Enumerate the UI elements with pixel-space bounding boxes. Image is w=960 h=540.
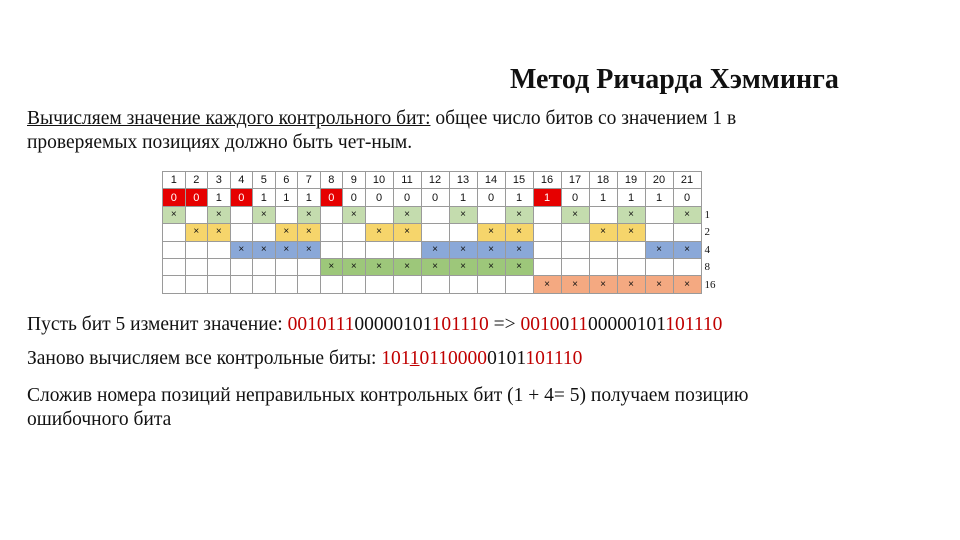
hamming-table — [162, 171, 730, 294]
check-cell — [275, 258, 298, 275]
check-cell — [645, 258, 673, 275]
check-mark: × — [477, 258, 505, 275]
check-cell — [275, 276, 298, 293]
seq2-part: 00000101 — [588, 314, 666, 335]
check-mark: × — [343, 258, 366, 275]
position-cell: 9 — [343, 172, 366, 189]
check-cell — [477, 206, 505, 223]
check-cell — [253, 258, 276, 275]
check-cell — [533, 224, 561, 241]
position-cell: 10 — [365, 172, 393, 189]
check-cell — [393, 276, 421, 293]
bit-cell: 1 — [298, 189, 321, 206]
bit-cell: 1 — [253, 189, 276, 206]
check-mark: × — [477, 241, 505, 258]
bit-cell: 1 — [208, 189, 231, 206]
check-cell — [230, 206, 253, 223]
check-mark: × — [185, 224, 208, 241]
control-bit-label: 16 — [704, 278, 716, 291]
position-cell: 5 — [253, 172, 276, 189]
check-cell — [533, 258, 561, 275]
seq2-part: 11 — [569, 314, 589, 335]
check-mark: × — [320, 258, 343, 275]
check-cell — [320, 276, 343, 293]
check-mark: × — [298, 224, 321, 241]
check-mark: × — [673, 276, 701, 293]
check-mark: × — [393, 258, 421, 275]
check-cell — [163, 224, 186, 241]
check-cell — [533, 206, 561, 223]
check-cell — [185, 241, 208, 258]
check-cell — [449, 224, 477, 241]
check-cell — [645, 224, 673, 241]
bit-cell: 0 — [477, 189, 505, 206]
control-row — [163, 224, 730, 241]
check-cell — [365, 241, 393, 258]
bit-change-prefix: Пусть бит 5 изменит значение: — [27, 314, 288, 335]
check-cell — [343, 276, 366, 293]
bit-cell: 0 — [320, 189, 343, 206]
check-cell — [421, 224, 449, 241]
position-cell: 13 — [449, 172, 477, 189]
check-mark: × — [275, 224, 298, 241]
intro-rest: общее число битов со значением 1 в — [430, 108, 737, 129]
control-row — [163, 276, 730, 293]
bit-cell: 0 — [673, 189, 701, 206]
check-cell — [589, 241, 617, 258]
position-cell: 1 — [163, 172, 186, 189]
check-cell — [449, 276, 477, 293]
check-cell — [230, 224, 253, 241]
seq1-part: 0010111 — [287, 314, 355, 335]
check-mark: × — [421, 241, 449, 258]
check-cell — [185, 276, 208, 293]
check-mark: × — [298, 241, 321, 258]
seq2-part: 0010 — [520, 314, 560, 335]
intro-line2: проверяемых позициях должно быть чет-ным. — [27, 132, 413, 153]
check-mark: × — [505, 241, 533, 258]
check-mark: × — [343, 206, 366, 223]
check-cell — [589, 258, 617, 275]
check-cell — [230, 276, 253, 293]
check-mark: × — [561, 276, 589, 293]
check-cell — [561, 224, 589, 241]
check-cell — [343, 241, 366, 258]
check-cell — [185, 206, 208, 223]
check-cell — [343, 224, 366, 241]
check-mark: × — [617, 224, 645, 241]
check-cell — [275, 206, 298, 223]
recalc-seq-part: 1 — [409, 348, 420, 369]
check-cell — [163, 258, 186, 275]
bit-cell: 0 — [343, 189, 366, 206]
check-cell — [230, 258, 253, 275]
check-mark: × — [589, 224, 617, 241]
check-mark: × — [393, 206, 421, 223]
bit-cell: 1 — [505, 189, 533, 206]
check-cell — [320, 206, 343, 223]
control-bit-label: 2 — [704, 226, 710, 239]
check-cell — [505, 276, 533, 293]
seq2-part: 101110 — [665, 314, 723, 335]
check-cell — [320, 241, 343, 258]
position-cell: 11 — [393, 172, 421, 189]
check-cell — [208, 276, 231, 293]
check-mark: × — [208, 206, 231, 223]
check-cell — [421, 206, 449, 223]
check-mark: × — [253, 241, 276, 258]
position-cell: 6 — [275, 172, 298, 189]
bit-cell: 1 — [645, 189, 673, 206]
check-cell — [533, 241, 561, 258]
check-mark: × — [673, 241, 701, 258]
position-cell: 19 — [617, 172, 645, 189]
check-cell — [163, 241, 186, 258]
position-cell: 18 — [589, 172, 617, 189]
check-cell — [477, 276, 505, 293]
check-mark: × — [673, 206, 701, 223]
check-cell — [617, 258, 645, 275]
check-cell — [365, 276, 393, 293]
check-cell — [673, 258, 701, 275]
position-cell: 3 — [208, 172, 231, 189]
page-title: Метод Ричарда Хэмминга — [510, 64, 839, 95]
check-mark: × — [561, 206, 589, 223]
conclusion-paragraph — [27, 384, 748, 432]
check-mark: × — [477, 224, 505, 241]
check-cell — [421, 276, 449, 293]
check-mark: × — [253, 206, 276, 223]
bit-change-line — [27, 313, 722, 337]
position-cell: 15 — [505, 172, 533, 189]
check-mark: × — [365, 258, 393, 275]
check-cell — [589, 206, 617, 223]
position-cell: 20 — [645, 172, 673, 189]
bit-cell: 1 — [275, 189, 298, 206]
check-mark: × — [589, 276, 617, 293]
bit-cell: 0 — [393, 189, 421, 206]
check-mark: × — [393, 224, 421, 241]
position-row — [163, 172, 730, 189]
position-cell: 4 — [230, 172, 253, 189]
check-cell — [561, 258, 589, 275]
check-mark: × — [298, 206, 321, 223]
seq2-part: 0 — [559, 314, 570, 335]
bit-row — [163, 189, 730, 206]
control-bit-label: 8 — [704, 261, 710, 274]
bit-cell: 0 — [230, 189, 253, 206]
seq1-part: 00000101 — [354, 314, 432, 335]
position-cell: 7 — [298, 172, 321, 189]
check-mark: × — [449, 258, 477, 275]
check-cell — [320, 224, 343, 241]
check-mark: × — [505, 258, 533, 275]
check-mark: × — [275, 241, 298, 258]
recalc-seq-part: 101110 — [525, 348, 583, 369]
check-cell — [298, 276, 321, 293]
check-mark: × — [449, 241, 477, 258]
position-cell: 21 — [673, 172, 701, 189]
check-mark: × — [421, 258, 449, 275]
check-mark: × — [645, 241, 673, 258]
bit-cell: 0 — [561, 189, 589, 206]
check-cell — [645, 206, 673, 223]
control-row — [163, 258, 730, 275]
position-cell: 12 — [421, 172, 449, 189]
check-mark: × — [505, 206, 533, 223]
bit-cell: 0 — [365, 189, 393, 206]
position-cell: 17 — [561, 172, 589, 189]
recalc-prefix: Заново вычисляем все контрольные биты: — [27, 348, 382, 369]
check-mark: × — [208, 224, 231, 241]
check-cell — [393, 241, 421, 258]
check-cell — [163, 276, 186, 293]
check-mark: × — [163, 206, 186, 223]
check-cell — [253, 276, 276, 293]
bit-cell: 0 — [163, 189, 186, 206]
bit-cell: 1 — [449, 189, 477, 206]
bit-cell: 1 — [533, 189, 561, 206]
recalc-line — [27, 347, 582, 371]
check-cell — [208, 258, 231, 275]
check-cell — [185, 258, 208, 275]
seq1-part: 101110 — [431, 314, 489, 335]
check-mark: × — [617, 206, 645, 223]
check-cell — [673, 224, 701, 241]
check-cell — [298, 258, 321, 275]
check-mark: × — [505, 224, 533, 241]
conclusion-line1: Сложив номера позиций неправильных контрольных бит (1 + 4= 5) получаем позицию — [27, 385, 749, 406]
check-mark: × — [449, 206, 477, 223]
check-cell — [253, 224, 276, 241]
check-mark: × — [533, 276, 561, 293]
position-cell: 8 — [320, 172, 343, 189]
bit-cell: 0 — [185, 189, 208, 206]
check-mark: × — [230, 241, 253, 258]
bit-cell: 1 — [617, 189, 645, 206]
position-cell: 16 — [533, 172, 561, 189]
check-cell — [208, 241, 231, 258]
check-cell — [365, 206, 393, 223]
intro-underlined: Вычисляем значение каждого контрольного бит: — [27, 108, 431, 129]
recalc-seq-part: 0101 — [487, 348, 526, 369]
check-mark: × — [645, 276, 673, 293]
control-row — [163, 241, 730, 258]
intro-paragraph — [27, 107, 736, 155]
control-bit-label: 1 — [704, 208, 710, 221]
check-mark: × — [617, 276, 645, 293]
position-cell: 2 — [185, 172, 208, 189]
control-row — [163, 206, 730, 223]
check-cell — [561, 241, 589, 258]
check-mark: × — [365, 224, 393, 241]
check-cell — [617, 241, 645, 258]
conclusion-line2: ошибочного бита — [27, 409, 172, 430]
recalc-seq-part: 0110000 — [419, 348, 488, 369]
position-cell: 14 — [477, 172, 505, 189]
control-bit-label: 4 — [704, 243, 710, 256]
recalc-seq-part: 101 — [381, 348, 410, 369]
bit-cell: 1 — [589, 189, 617, 206]
arrow: => — [488, 314, 521, 335]
bit-cell: 0 — [421, 189, 449, 206]
